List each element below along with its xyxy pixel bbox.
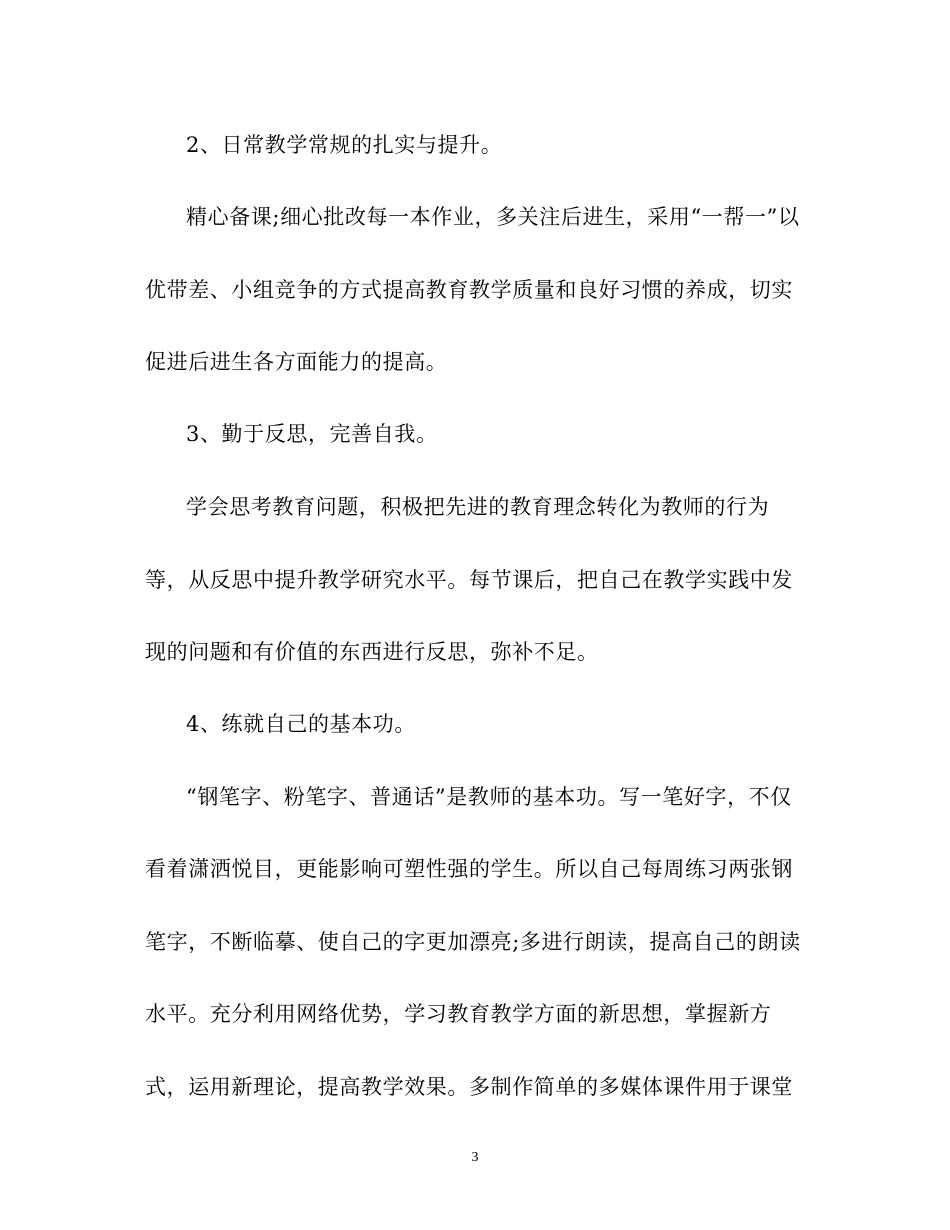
paragraph-line: 现的问题和有价值的东西进行反思，弥补不足。: [145, 640, 599, 664]
section-heading-2: 2、日常教学常规的扎实与提升。: [186, 133, 503, 157]
paragraph-line: 精心备课;细心批改每一本作业，多关注后进生，采用“一帮一”以: [186, 205, 800, 229]
paragraph-line: 学会思考教育问题，积极把先进的教育理念转化为教师的行为: [186, 495, 770, 519]
page-number: 3: [471, 1150, 479, 1165]
paragraph-line: 优带差、小组竞争的方式提高教育教学质量和良好习惯的养成，切实: [145, 278, 793, 302]
paragraph-line: 水平。充分利用网络优势，学习教育教学方面的新思想，掌握新方: [145, 1002, 772, 1026]
paragraph-line: 笔字，不断临摹、使自己的字更加漂亮;多进行朗读，提高自己的朗读: [145, 930, 801, 954]
paragraph-line: 式，运用新理论，提高教学效果。多制作简单的多媒体课件用于课堂: [145, 1075, 793, 1099]
paragraph-line: 等，从反思中提升教学研究水平。每节课后，把自己在教学实践中发: [145, 568, 793, 592]
section-heading-4: 4、练就自己的基本功。: [186, 712, 416, 736]
paragraph-line: “钢笔字、粉笔字、普通话”是教师的基本功。写一笔好字，不仅: [186, 785, 792, 809]
paragraph-line: 看着潇洒悦目，更能影响可塑性强的学生。所以自己每周练习两张钢: [145, 857, 793, 881]
paragraph-line: 促进后进生各方面能力的提高。: [145, 350, 448, 374]
section-heading-3: 3、勤于反思，完善自我。: [186, 422, 438, 446]
